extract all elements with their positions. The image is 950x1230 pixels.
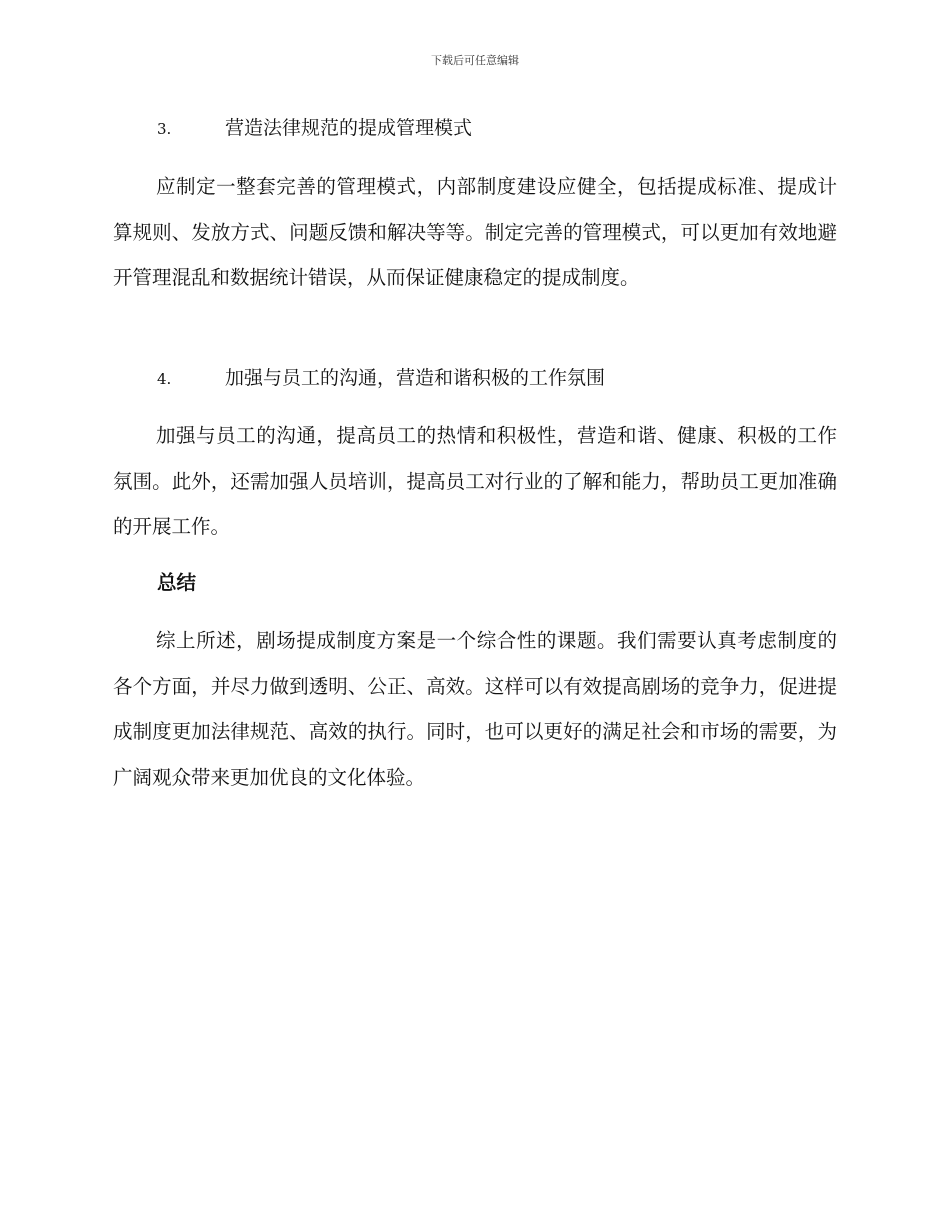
section-4-number: 4.: [157, 370, 172, 388]
section-4-paragraph: 加强与员工的沟通，提高员工的热情和积极性，营造和谐、健康、积极的工作氛围。此外，还需加强人员培训，提高员工对行业的了解和能力，帮助员工更加准确的开展工作。: [113, 424, 837, 538]
section-4-heading: [157, 364, 605, 393]
section-3-title: 营造法律规范的提成管理模式: [225, 117, 473, 139]
section-3-paragraph: 应制定一整套完善的管理模式，内部制度建设应健全，包括提成标准、提成计算规则、发放方式、问题反馈和解决等等。制定完善的管理模式，可以更加有效地避开管理混乱和数据统计错误，从而保证健康稳定的提成制度。: [113, 175, 837, 289]
summary-title: 总结: [157, 571, 197, 594]
page-header: 下载后可任意编辑: [431, 54, 519, 67]
section-4-title: 加强与员工的沟通，营造和谐积极的工作氛围: [225, 367, 606, 389]
section-3-number: 3.: [157, 120, 172, 138]
section-3-heading: [157, 114, 472, 143]
summary-paragraph: 综上所述，剧场提成制度方案是一个综合性的课题。我们需要认真考虑制度的各个方面，并尽力做到透明、公正、高效。这样可以有效提高剧场的竞争力，促进提成制度更加法律规范、高效的执行。同时，也可以更好的满足社会和市场的需要，为广阔观众带来更加优良的文化体验。: [113, 629, 837, 789]
